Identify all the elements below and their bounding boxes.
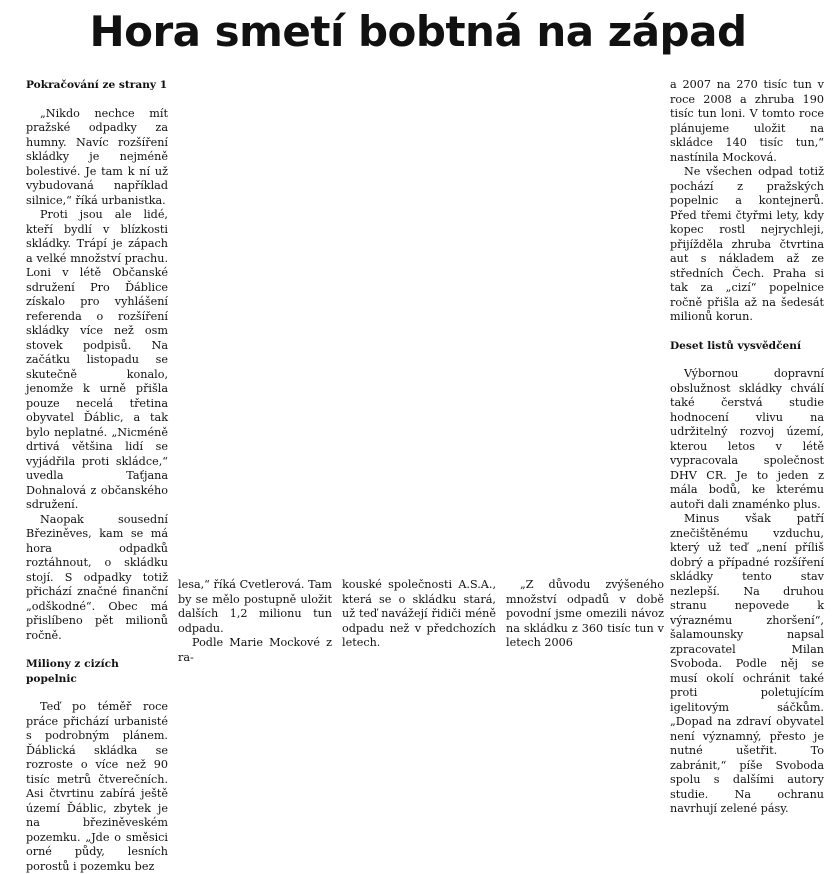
spacer <box>26 686 168 700</box>
paragraph: lesa,“ říká Cvetlerová. Tam by se mělo postupně uložit dalších 1,2 milionu tun odpadu. <box>178 578 332 635</box>
paragraph: kouské společnosti A.S.A., která se o skládku stará, už teď navážejí řidiči méně odpadu než v předchozích letech. <box>342 578 496 649</box>
spacer <box>670 353 824 367</box>
paragraph: Výbornou dopravní obslužnost skládky chválí také čerstvá studie hodnocení vlivu na udržitelný rozvoj území, kterou letos v létě vypracovala společnost DHV CR. Je to jeden z mála bodů, ke kterému autoři dali znaménko plus. <box>670 367 824 511</box>
paragraph: Proti jsou ale lidé, kteří bydlí v blízkosti skládky. Trápí je zápach a velké množství prachu. Loni v létě Občanské sdružení Pro Ďáblice získalo pro vyhlášení referenda o rozšíření skládky více než osm stovek podpisů. Na začátku listopadu se skutečně konalo, jenomže k urně přišla pouze necelá třetina obyvatel Ďáblic, a tak bylo neplatné. „Nicméně drtivá většina lidí se vyjádřila proti skládce,“ uvedla Taťjana Dohnalová z občanského sdružení. <box>26 208 168 511</box>
spacer <box>670 325 824 339</box>
subheading-deset-listu: Deset listů vysvědčení <box>670 339 802 352</box>
column-2b <box>342 578 496 651</box>
column-2c <box>506 578 664 651</box>
headline: Hora smetí bobtná na západ <box>89 7 747 56</box>
paragraph: Ne všechen odpad totiž pochází z pražských popelnic a kontejnerů. Před třemi čtyřmi lety, kdy kopec rostl nejrychleji, přijížděla zhruba čtvrtina aut s nákladem až ze středních Čech. Praha si tak za „cizí“ popelnice ročně přišla až na šedesát milionů korun. <box>670 165 824 323</box>
paragraph: Minus však patří znečištěnému vzduchu, který už teď „není příliš dobrý a případné rozšíření skládky tento stav nezlepší. Na druhou stranu nepovede k výraznému zhoršení“, šalamounsky napsal zpracovatel Milan Svoboda. Podle něj se musí okolí ochránit také proti poletujícím igelitovým sáčkům. „Dopad na zdraví obyvatel není významný, přesto je nutné ušetřit. To zabránit,“ píše Svoboda spolu s dalšími autory studie. Na ochranu navrhují zelené pásy. <box>670 512 824 815</box>
column-3 <box>670 78 824 817</box>
paragraph: a 2007 na 270 tisíc tun v roce 2008 a zhruba 190 tisíc tun loni. V tomto roce plánujeme uložit na skládce 140 tisíc tun,“ nastínila Mocková. <box>670 78 824 164</box>
paragraph: Teď po téměř roce práce přichází urbanisté s podrobným plánem. Ďáblická skládka se rozroste o více než 90 tisíc metrů čtverečních. Asi čtvrtinu zabírá ještě území Ďáblic, zbytek je na březiněveském pozemku. „Jde o směsici orné půdy, lesních porostů i pozemku bez <box>26 700 168 873</box>
spacer <box>26 93 168 107</box>
column-2a <box>178 578 332 665</box>
paragraph: „Z důvodu zvýšeného množství odpadů v době povodní jsme omezili návoz na skládku z 360 tisíc tun v letech 2006 <box>506 578 664 649</box>
paragraph: Podle Marie Mockové z ra- <box>178 636 332 664</box>
subheading-miliony: Miliony z cizích popelnic <box>26 658 119 685</box>
spacer <box>26 643 168 657</box>
paragraph: Naopak sousední Březiněves, kam se má hora odpadků roztáhnout, o skládku stojí. S odpadky totiž přichází značné finanční „odškodné“. Obec má přislíbeno pět milionů ročně. <box>26 512 168 642</box>
paragraph: „Nikdo nechce mít pražské odpadky za humny. Navíc rozšíření skládky je nejméně bolestivé. Je tam k ní už vybudovaná například silnice,“ říká urbanistka. <box>26 106 168 207</box>
column-1 <box>26 78 168 874</box>
subheading-continuation: Pokračování ze strany 1 <box>26 79 168 91</box>
